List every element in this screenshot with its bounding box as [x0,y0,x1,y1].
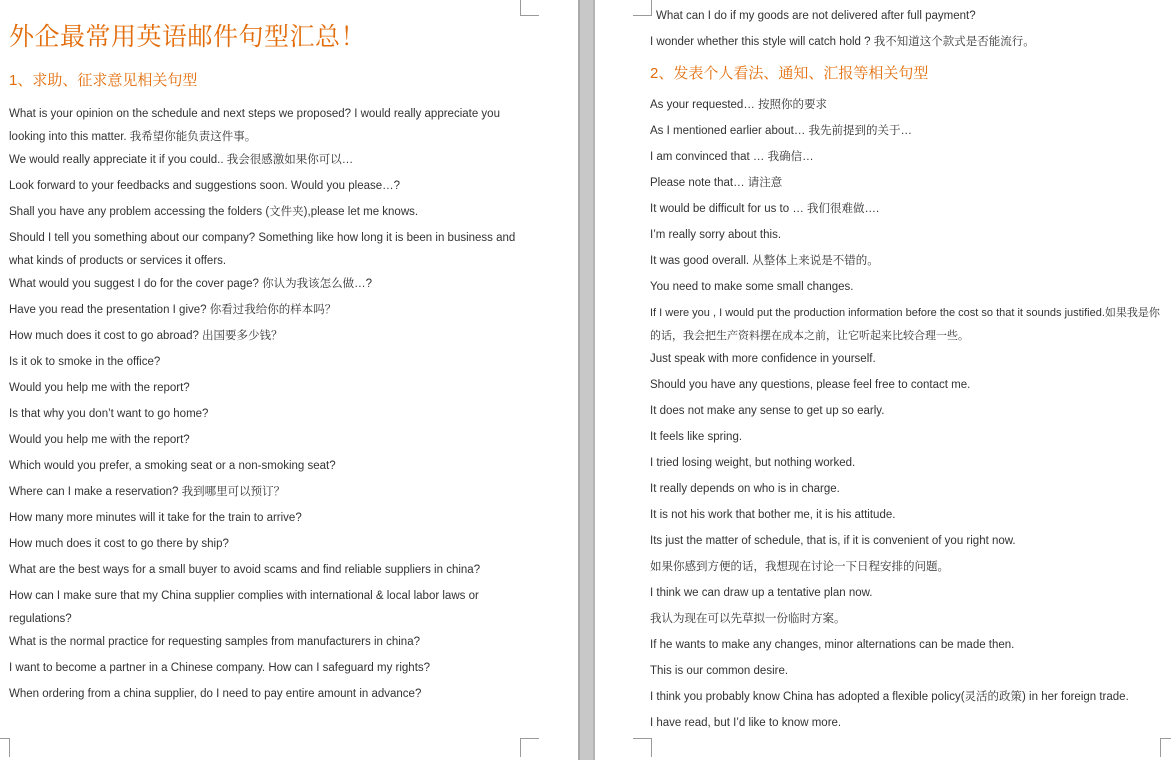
text-line: I wonder whether this style will catch hold ? 我不知道这个款式是否能流行。 [650,36,1035,48]
text-line: What can I do if my goods are not delivered after full payment? [656,10,976,22]
text-line: Would you help me with the report? [9,382,190,394]
crop-mark-bottom-right [1160,738,1171,757]
text-line: What are the best ways for a small buyer to avoid scams and find reliable suppliers in china? [9,564,481,576]
text-line: You need to make some small changes. [650,281,854,293]
text-line: It would be difficult for us to … 我们很难做…. [650,203,880,215]
crop-mark-bottom-right [520,738,539,757]
text-line: 如果你感到方便的话，我想现在讨论一下日程安排的问题。 [650,561,949,573]
text-line: It was good overall. 从整体上来说是不错的。 [650,255,879,267]
text-line: As I mentioned earlier about… 我先前提到的关于… [650,125,913,137]
crop-mark-top-right [520,0,539,16]
text-line: Its just the matter of schedule, that is, if it is convenient of you right now. [650,535,1016,547]
text-line: I have read, but I’d like to know more. [650,717,842,729]
right-page [595,0,1171,760]
text-line: It is not his work that bother me, it is his attitude. [650,509,896,521]
text-line: 我认为现在可以先草拟一份临时方案。 [650,613,846,625]
text-line: This is our common desire. [650,665,789,677]
text-line: Is that why you don’t want to go home? [9,408,209,420]
text-line: Please note that… 请注意 [650,177,783,189]
text-line: How much does it cost to go abroad? 出国要多少钱？ [9,330,283,342]
text-line: It feels like spring. [650,431,743,443]
text-line: Have you read the presentation I give? 你看过我给你的样本吗？ [9,304,337,316]
document-title: 外企最常用英语邮件句型汇总！ [9,23,367,51]
section-2-heading: 2、发表个人看法、通知、汇报等相关句型 [650,65,929,82]
text-line: If he wants to make any changes, minor alternations can be made then. [650,639,1015,651]
text-line: I think we can draw up a tentative plan now. [650,587,873,599]
text-line: How much does it cost to go there by ship? [9,538,229,550]
text-line: Should I tell you something about our company? Something like how long it is been in business and what kinds of products or services it offers. [9,232,516,267]
text-line: What would you suggest I do for the cover page? 你认为我该怎么做…? [9,278,373,290]
text-line: What is the normal practice for requesting samples from manufacturers in china? [9,636,420,648]
text-line: Where can I make a reservation? 我到哪里可以预订？ [9,486,286,498]
crop-mark-bottom-left [633,738,652,757]
text-line: We would really appreciate it if you could.. 我会很感激如果你可以… [9,154,354,166]
text-line: Shall you have any problem accessing the folders (文件夹),please let me knows. [9,206,419,218]
page-gutter [578,0,595,760]
text-line: Just speak with more confidence in yourself. [650,353,876,365]
text-line: I think you probably know China has adopted a flexible policy(灵活的政策) in her foreign trade. [650,691,1129,703]
section-1-heading: 1、求助、征求意见相关句型 [9,72,198,89]
text-line: Which would you prefer, a smoking seat or a non-smoking seat? [9,460,336,472]
text-line: As your requested… 按照你的要求 [650,99,828,111]
text-line: How can I make sure that my China supplier complies with international & local labor laws or regulations? [9,590,479,625]
crop-mark-bottom-left [0,738,10,757]
text-line: It really depends on who is in charge. [650,483,840,495]
text-line: Should you have any questions, please feel free to contact me. [650,379,971,391]
text-line: Is it ok to smoke in the office? [9,356,161,368]
text-line: How many more minutes will it take for the train to arrive? [9,512,302,524]
text-line: I am convinced that … 我确信… [650,151,814,163]
text-line: Look forward to your feedbacks and suggestions soon. Would you please…? [9,180,401,192]
left-page [0,0,578,760]
text-line: I tried losing weight, but nothing worked. [650,457,856,469]
text-line: Would you help me with the report? [9,434,190,446]
right-page-content [650,5,1170,738]
text-line: I want to become a partner in a Chinese company. How can I safeguard my rights? [9,662,431,674]
text-line: What is your opinion on the schedule and next steps we proposed? I would really appreciate you looking into this matter. 我希望你能负责这件事。 [9,108,500,143]
left-page-content [9,18,529,709]
text-line: It does not make any sense to get up so early. [650,405,885,417]
text-line: I’m really sorry about this. [650,229,782,241]
text-line: When ordering from a china supplier, do I need to pay entire amount in advance? [9,688,422,700]
gutter-edge-left [578,0,580,760]
text-line: If I were you , I would put the production information before the cost so that it sounds justified.如果我是你的话，我会把生产资料摆在成本之前，让它听起来比较合理一些。 [650,307,1160,342]
